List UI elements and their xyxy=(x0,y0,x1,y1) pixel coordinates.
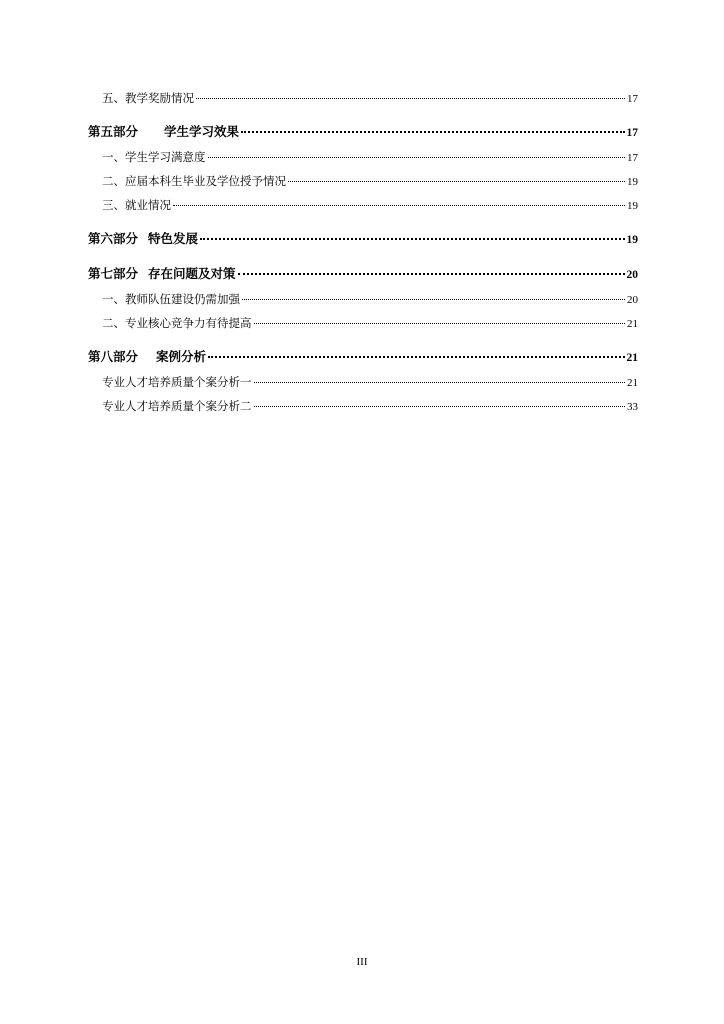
table-of-contents xyxy=(88,86,638,418)
toc-part-entry[interactable] xyxy=(88,261,638,287)
toc-entry-page: 17 xyxy=(627,93,638,105)
toc-leader-dots xyxy=(208,157,626,158)
toc-part-title: 存在问题及对策 xyxy=(148,266,236,281)
toc-part-entry[interactable] xyxy=(88,226,638,252)
toc-part-number: 第八部分 xyxy=(88,349,139,364)
toc-entry-page: 21 xyxy=(627,318,638,330)
toc-leader-dots xyxy=(288,181,625,182)
toc-entry[interactable] xyxy=(88,394,638,418)
toc-entry-label: 三、就业情况 xyxy=(102,198,171,212)
toc-entry-page: 19 xyxy=(627,200,638,212)
toc-leader-dots xyxy=(173,205,625,206)
toc-entry-label: 一、教师队伍建设仍需加强 xyxy=(102,292,240,306)
toc-entry-page: 33 xyxy=(627,401,638,413)
toc-part-title: 案例分析 xyxy=(156,349,207,364)
toc-entry[interactable] xyxy=(88,311,638,335)
toc-entry[interactable] xyxy=(88,287,638,311)
toc-part-number: 第五部分 xyxy=(88,124,139,139)
toc-entry-label: 专业人才培养质量个案分析二 xyxy=(102,399,252,413)
toc-entry-label: 五、教学奖励情况 xyxy=(102,91,194,105)
toc-entry-page: 21 xyxy=(626,352,638,364)
toc-leader-dots xyxy=(254,323,626,324)
toc-entry[interactable] xyxy=(88,169,638,193)
toc-part-number: 第六部分 xyxy=(88,231,139,246)
toc-entry-page: 17 xyxy=(627,152,638,164)
toc-part-entry[interactable] xyxy=(88,344,638,370)
toc-entry[interactable] xyxy=(88,145,638,169)
toc-leader-dots xyxy=(208,356,624,358)
toc-entry-page: 19 xyxy=(626,234,638,246)
toc-entry[interactable] xyxy=(88,370,638,394)
toc-part-title: 学生学习效果 xyxy=(164,124,240,139)
page-number: III xyxy=(356,956,368,968)
toc-leader-dots xyxy=(238,273,625,275)
toc-entry-label: 专业人才培养质量个案分析一 xyxy=(102,375,252,389)
toc-entry-page: 20 xyxy=(626,269,638,281)
toc-leader-dots xyxy=(196,98,625,99)
toc-part-number: 第七部分 xyxy=(88,266,139,281)
toc-leader-dots xyxy=(254,382,626,383)
toc-entry-label: 二、专业核心竞争力有待提高 xyxy=(102,316,252,330)
toc-entry[interactable] xyxy=(88,86,638,110)
toc-entry-page: 20 xyxy=(627,294,638,306)
toc-entry[interactable] xyxy=(88,193,638,217)
toc-leader-dots xyxy=(254,406,626,407)
toc-leader-dots xyxy=(242,299,625,300)
toc-entry-page: 17 xyxy=(626,127,638,139)
toc-leader-dots xyxy=(241,131,624,133)
toc-part-title: 特色发展 xyxy=(148,231,199,246)
toc-entry-label: 二、应届本科生毕业及学位授予情况 xyxy=(102,174,286,188)
toc-entry-page: 21 xyxy=(627,377,638,389)
toc-leader-dots xyxy=(200,238,624,240)
toc-part-entry[interactable] xyxy=(88,119,638,145)
toc-entry-label: 一、学生学习满意度 xyxy=(102,150,206,164)
toc-entry-page: 19 xyxy=(627,176,638,188)
